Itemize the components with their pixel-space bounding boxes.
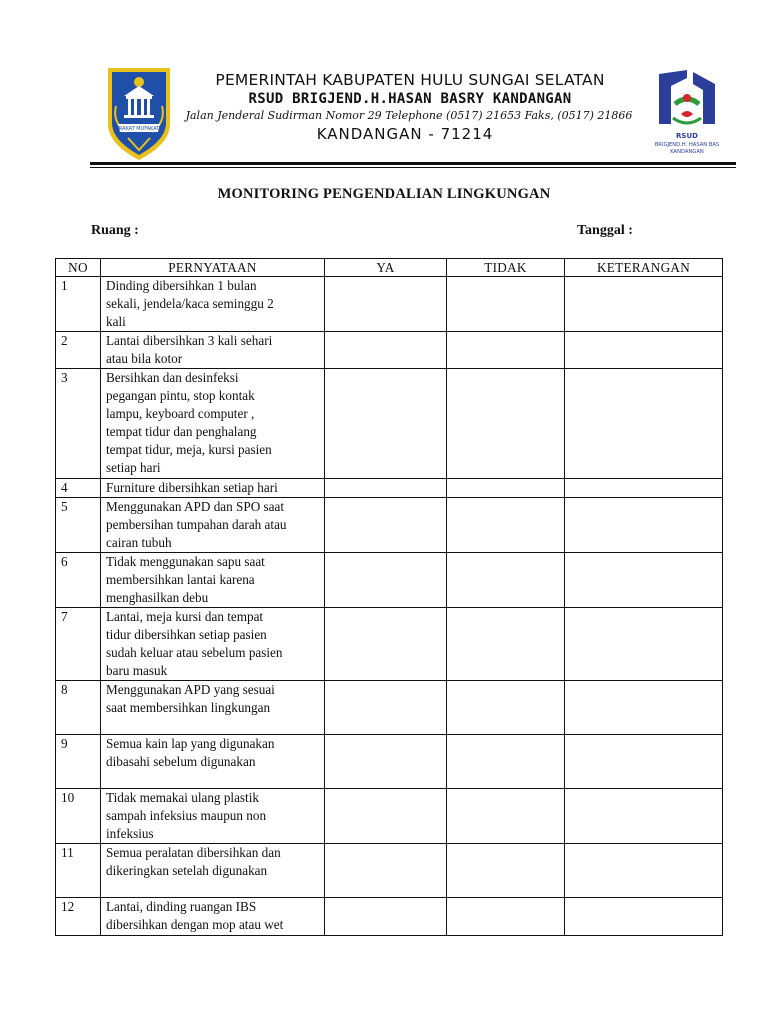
- row-number: 10: [56, 789, 101, 844]
- tidak-cell[interactable]: [447, 479, 565, 498]
- row-number: 3: [56, 369, 101, 479]
- ya-cell[interactable]: [325, 553, 447, 608]
- header-pernyataan: PERNYATAAN: [101, 259, 325, 277]
- ya-cell[interactable]: [325, 277, 447, 332]
- tidak-cell[interactable]: [447, 332, 565, 369]
- statement-line: sudah keluar atau sebelum pasien: [106, 645, 283, 660]
- keterangan-cell[interactable]: [565, 277, 723, 332]
- statement-line: cairan tubuh: [106, 535, 172, 550]
- svg-text:RAKAT MUFAKAT: RAKAT MUFAKAT: [118, 126, 160, 132]
- keterangan-cell[interactable]: [565, 369, 723, 479]
- row-number: 8: [56, 681, 101, 735]
- row-statement: [101, 369, 325, 479]
- row-statement: [101, 681, 325, 735]
- statement-line: Bersihkan dan desinfeksi: [106, 370, 239, 385]
- tidak-cell[interactable]: [447, 369, 565, 479]
- table-row: [56, 789, 723, 844]
- svg-text:KANDANGAN: KANDANGAN: [670, 149, 704, 155]
- government-name: PEMERINTAH KABUPATEN HULU SUNGAI SELATAN: [215, 71, 605, 89]
- row-statement: [101, 789, 325, 844]
- statement-line: saat membersihkan lingkungan: [106, 700, 271, 715]
- keterangan-cell[interactable]: [565, 332, 723, 369]
- statement-line: Lantai, dinding ruangan IBS: [106, 899, 257, 914]
- keterangan-cell[interactable]: [565, 608, 723, 681]
- tidak-cell[interactable]: [447, 553, 565, 608]
- tanggal-label: Tanggal :: [577, 223, 633, 238]
- hospital-name: RSUD BRIGJEND.H.HASAN BASRY KANDANGAN: [248, 91, 572, 107]
- statement-line: Semua kain lap yang digunakan: [106, 736, 275, 751]
- regency-coat-of-arms-icon: [106, 66, 172, 162]
- table-row: [56, 332, 723, 369]
- statement-line: sekali, jendela/kaca seminggu 2: [106, 296, 274, 311]
- keterangan-cell[interactable]: [565, 479, 723, 498]
- ya-cell[interactable]: [325, 498, 447, 553]
- tidak-cell[interactable]: [447, 681, 565, 735]
- tidak-cell[interactable]: [447, 898, 565, 936]
- letterhead-divider-thick: [90, 162, 736, 165]
- row-statement: [101, 608, 325, 681]
- table-row: [56, 277, 723, 332]
- table-row: [56, 498, 723, 553]
- header-keterangan: KETERANGAN: [565, 259, 723, 277]
- row-statement: [101, 844, 325, 898]
- ya-cell[interactable]: [325, 789, 447, 844]
- statement-line: Furniture dibersihkan setiap hari: [106, 480, 278, 495]
- row-number: 6: [56, 553, 101, 608]
- row-number: 5: [56, 498, 101, 553]
- row-statement: [101, 553, 325, 608]
- document-title: MONITORING PENGENDALIAN LINGKUNGAN: [217, 186, 551, 202]
- statement-line: Tidak memakai ulang plastik: [106, 790, 259, 805]
- ya-cell[interactable]: [325, 898, 447, 936]
- table-row: [56, 369, 723, 479]
- ruang-label: Ruang :: [91, 223, 139, 238]
- statement-line: atau bila kotor: [106, 351, 183, 366]
- row-number: 11: [56, 844, 101, 898]
- table-row: [56, 735, 723, 789]
- statement-line: Menggunakan APD yang sesuai: [106, 682, 275, 697]
- tidak-cell[interactable]: [447, 277, 565, 332]
- row-number: 7: [56, 608, 101, 681]
- ya-cell[interactable]: [325, 479, 447, 498]
- ya-cell[interactable]: [325, 844, 447, 898]
- statement-line: sampah infeksius maupun non: [106, 808, 267, 823]
- hospital-address: Jalan Jenderal Sudirman Nomor 29 Telephone (0517) 21653 Faks, (0517) 21866: [185, 109, 633, 122]
- statement-line: membersihkan lantai karena: [106, 572, 255, 587]
- statement-line: Dinding dibersihkan 1 bulan: [106, 278, 257, 293]
- tidak-cell[interactable]: [447, 608, 565, 681]
- statement-line: dibasahi sebelum digunakan: [106, 754, 256, 769]
- row-statement: [101, 277, 325, 332]
- keterangan-cell[interactable]: [565, 789, 723, 844]
- header-ya: YA: [325, 259, 447, 277]
- ya-cell[interactable]: [325, 681, 447, 735]
- row-number: 2: [56, 332, 101, 369]
- row-statement: [101, 735, 325, 789]
- table-row: [56, 479, 723, 498]
- ya-cell[interactable]: [325, 735, 447, 789]
- row-statement: [101, 332, 325, 369]
- statement-line: lampu, keyboard computer ,: [106, 406, 255, 421]
- keterangan-cell[interactable]: [565, 898, 723, 936]
- statement-line: tempat tidur dan penghalang: [106, 424, 257, 439]
- keterangan-cell[interactable]: [565, 844, 723, 898]
- table-header-row: [56, 259, 723, 277]
- ya-cell[interactable]: [325, 332, 447, 369]
- monitoring-table: [55, 258, 723, 936]
- tidak-cell[interactable]: [447, 844, 565, 898]
- statement-line: infeksius: [106, 826, 154, 841]
- statement-line: Semua peralatan dibersihkan dan: [106, 845, 281, 860]
- row-statement: [101, 898, 325, 936]
- statement-line: Menggunakan APD dan SPO saat: [106, 499, 285, 514]
- statement-line: kali: [106, 314, 126, 329]
- statement-line: Tidak menggunakan sapu saat: [106, 554, 265, 569]
- statement-line: tidur dibersihkan setiap pasien: [106, 627, 267, 642]
- table-row: [56, 608, 723, 681]
- tidak-cell[interactable]: [447, 789, 565, 844]
- letterhead: [0, 0, 768, 170]
- statement-line: pembersihan tumpahan darah atau: [106, 517, 287, 532]
- row-number: 1: [56, 277, 101, 332]
- statement-line: dibersihkan dengan mop atau wet: [106, 917, 284, 932]
- statement-line: baru masuk: [106, 663, 168, 678]
- row-statement: [101, 498, 325, 553]
- tidak-cell[interactable]: [447, 498, 565, 553]
- statement-line: Lantai dibersihkan 3 kali sehari: [106, 333, 273, 348]
- keterangan-cell[interactable]: [565, 681, 723, 735]
- ya-cell[interactable]: [325, 608, 447, 681]
- keterangan-cell[interactable]: [565, 498, 723, 553]
- row-number: 4: [56, 479, 101, 498]
- rsud-hospital-logo-icon: [645, 68, 729, 158]
- table-row: [56, 681, 723, 735]
- tidak-cell[interactable]: [447, 735, 565, 789]
- statement-line: Lantai, meja kursi dan tempat: [106, 609, 264, 624]
- statement-line: setiap hari: [106, 460, 161, 475]
- row-statement: [101, 479, 325, 498]
- statement-line: pegangan pintu, stop kontak: [106, 388, 255, 403]
- svg-text:BRIGJEND.H. HASAN BAS: BRIGJEND.H. HASAN BAS: [654, 142, 720, 148]
- table-row: [56, 553, 723, 608]
- svg-text:RSUD: RSUD: [676, 132, 698, 140]
- row-number: 9: [56, 735, 101, 789]
- keterangan-cell[interactable]: [565, 735, 723, 789]
- statement-line: dikeringkan setelah digunakan: [106, 863, 268, 878]
- header-tidak: TIDAK: [447, 259, 565, 277]
- header-no: NO: [56, 259, 101, 277]
- ya-cell[interactable]: [325, 369, 447, 479]
- statement-line: menghasilkan debu: [106, 590, 209, 605]
- keterangan-cell[interactable]: [565, 553, 723, 608]
- statement-line: tempat tidur, meja, kursi pasien: [106, 442, 272, 457]
- hospital-city: KANDANGAN - 71214: [316, 125, 494, 143]
- table-row: [56, 844, 723, 898]
- letterhead-divider-thin: [90, 167, 736, 168]
- table-row: [56, 898, 723, 936]
- letterhead-text: [180, 70, 640, 144]
- row-number: 12: [56, 898, 101, 936]
